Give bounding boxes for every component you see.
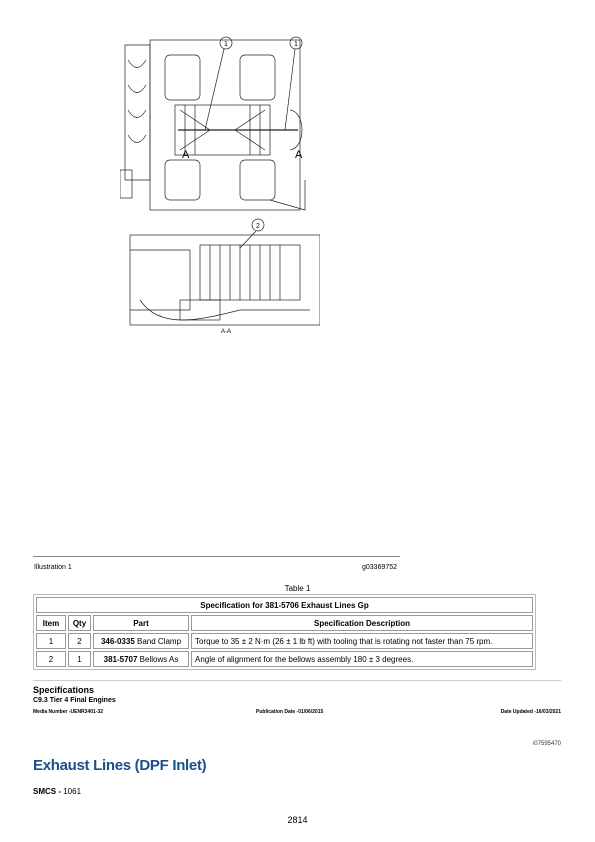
illustration-image-id: g03369752 <box>362 564 398 571</box>
callout-1b: 1 <box>294 41 298 48</box>
illustration-divider <box>33 556 400 557</box>
row-description: Torque to 35 ± 2 N·m (26 ± 1 lb ft) with tooling that is rotating not faster than 75 rpm. <box>191 633 533 649</box>
col-header-part: Part <box>93 615 189 631</box>
smcs-value: 1061 <box>63 787 82 796</box>
part-number: 381-5707 <box>103 654 138 664</box>
row-description: Angle of alignment for the bellows assembly 180 ± 3 degrees. <box>191 651 533 667</box>
illustration-label: Illustration 1 <box>34 564 72 571</box>
table-row <box>36 633 533 649</box>
table-row <box>36 651 533 667</box>
table-caption: Table 1 <box>284 584 311 593</box>
part-name: Band Clamp <box>137 636 182 646</box>
row-part <box>93 651 189 667</box>
engine-subheading: C9.3 Tier 4 Final Engines <box>33 697 116 704</box>
part-name: Bellows As <box>139 654 179 664</box>
document-id: i07595470 <box>532 741 561 747</box>
row-part <box>93 633 189 649</box>
page-title: Exhaust Lines (DPF Inlet) <box>33 757 207 774</box>
publication-date: Publication Date -01/06/2015 <box>256 709 324 715</box>
row-item: 1 <box>36 633 66 649</box>
col-header-description: Specification Description <box>191 615 533 631</box>
page-number: 2814 <box>287 815 308 825</box>
row-qty: 1 <box>68 651 91 667</box>
section-caption: A-A <box>220 329 232 335</box>
date-updated: Date Updated -16/03/2021 <box>500 709 561 715</box>
row-item: 2 <box>36 651 66 667</box>
section-divider <box>33 680 561 681</box>
col-header-qty: Qty <box>68 615 91 631</box>
callout-2: 2 <box>256 223 260 230</box>
callout-1a: 1 <box>224 41 228 48</box>
section-heading: Specifications <box>33 685 95 695</box>
section-mark-right: A <box>295 149 303 161</box>
media-number: Media Number -UENR3401-32 <box>33 709 104 715</box>
col-header-item: Item <box>36 615 66 631</box>
row-qty: 2 <box>68 633 91 649</box>
section-mark-left: A <box>182 149 190 161</box>
part-number: 346-0335 <box>100 636 135 646</box>
table-title: Specification for 381-5706 Exhaust Lines Gp <box>36 597 533 613</box>
smcs-label: SMCS - <box>33 787 61 796</box>
exhaust-lines-illustration <box>120 30 320 340</box>
smcs-code <box>33 787 81 796</box>
specification-table <box>33 594 536 670</box>
